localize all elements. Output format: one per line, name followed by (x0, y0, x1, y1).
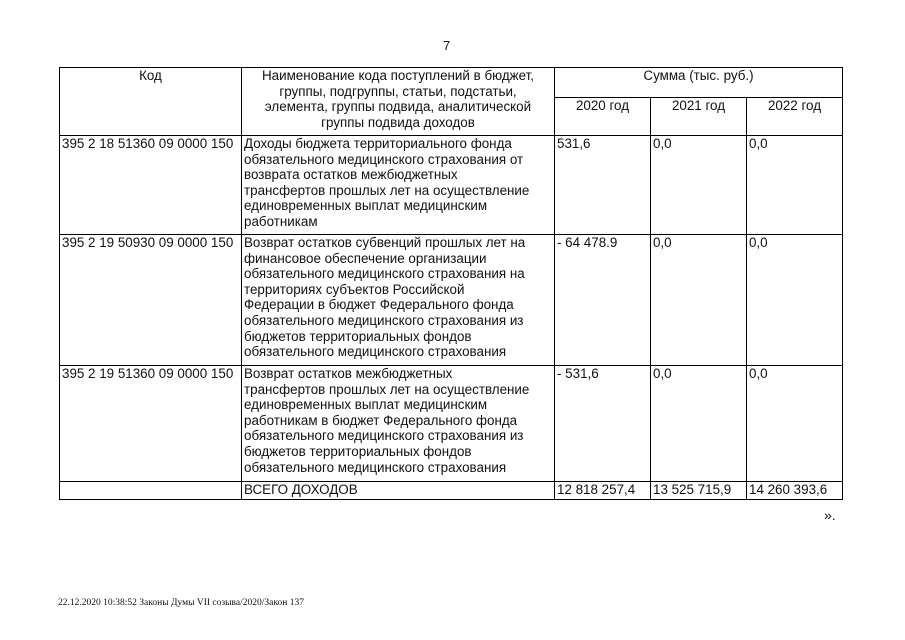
closing-quote-mark: ». (824, 507, 836, 523)
row-value-2021: 0,0 (651, 235, 747, 366)
table-header-row (60, 68, 843, 98)
header-name-line: элемента, группы подвида, аналитической (264, 99, 532, 115)
row-value-2021: 0,0 (651, 136, 747, 235)
row-code: 395 2 19 50930 09 0000 150 (60, 235, 242, 366)
total-row (60, 482, 843, 500)
document-footer: 22.12.2020 10:38:52 Законы Думы VII созыва/2020/Закон 137 (58, 598, 304, 608)
row-value-2020: - 531,6 (555, 366, 651, 482)
row-name-line: работникам в бюджет Федерального фонда (244, 412, 518, 428)
row-value-2020: - 64 478.9 (555, 235, 651, 366)
total-value-2022: 14 260 393,6 (747, 482, 843, 500)
page-number: 7 (443, 38, 451, 53)
row-name (242, 136, 555, 235)
row-name-line: Федерации в бюджет Федерального фонда (244, 297, 514, 313)
row-name (242, 366, 555, 482)
header-year-2022: 2022 год (747, 98, 843, 136)
row-name-line: обязательного медицинского страхования (244, 459, 507, 475)
row-name-line: работникам (244, 213, 318, 229)
row-name-line: территориях субъектов Российской (244, 281, 465, 297)
row-name-line: бюджетов территориальных фондов (244, 443, 472, 459)
row-value-2022: 0,0 (747, 235, 843, 366)
header-name-line: группы, подгруппы, статьи, подстатьи, (279, 83, 517, 99)
row-name-line: обязательного медицинского страхования (244, 344, 507, 360)
row-name-line: обязательного медицинского страхования из (244, 428, 524, 444)
row-name-line: обязательного медицинского страхования из (244, 312, 524, 328)
total-code (60, 482, 242, 500)
revenue-table (59, 67, 843, 500)
total-label: ВСЕГО ДОХОДОВ (242, 482, 555, 500)
header-year-2021: 2021 год (651, 98, 747, 136)
header-name (242, 68, 555, 136)
row-name (242, 235, 555, 366)
row-value-2022: 0,0 (747, 366, 843, 482)
row-name-line: финансовое обеспечение организации (244, 250, 487, 266)
row-name-line: обязательного медицинского страхования от (244, 151, 524, 167)
header-code: Код (60, 68, 242, 136)
row-code: 395 2 18 51360 09 0000 150 (60, 136, 242, 235)
table-row (60, 235, 843, 366)
row-value-2020: 531,6 (555, 136, 651, 235)
row-name-line: Возврат остатков межбюджетных (244, 366, 453, 381)
row-name-line: трансфертов прошлых лет на осуществление (244, 381, 530, 397)
row-name-line: бюджетов территориальных фондов (244, 328, 472, 344)
row-value-2021: 0,0 (651, 366, 747, 482)
table-row (60, 136, 843, 235)
row-name-line: единовременных выплат медицинским (244, 397, 488, 413)
row-name-line: возврата остатков межбюджетных (244, 167, 458, 183)
header-name-line: группы подвида доходов (321, 114, 475, 130)
row-name-line: трансфертов прошлых лет на осуществление (244, 182, 530, 198)
table-row (60, 366, 843, 482)
header-sum: Сумма (тыс. руб.) (555, 68, 843, 98)
total-value-2021: 13 525 715,9 (651, 482, 747, 500)
row-name-line: Возврат остатков субвенций прошлых лет на (244, 235, 526, 250)
row-value-2022: 0,0 (747, 136, 843, 235)
header-name-line: Наименование кода поступлений в бюджет, (261, 68, 535, 83)
row-name-line: единовременных выплат медицинским (244, 198, 488, 214)
total-value-2020: 12 818 257,4 (555, 482, 651, 500)
row-code: 395 2 19 51360 09 0000 150 (60, 366, 242, 482)
header-year-2020: 2020 год (555, 98, 651, 136)
row-name-line: Доходы бюджета территориального фонда (244, 136, 512, 151)
row-name-line: обязательного медицинского страхования на (244, 266, 525, 282)
